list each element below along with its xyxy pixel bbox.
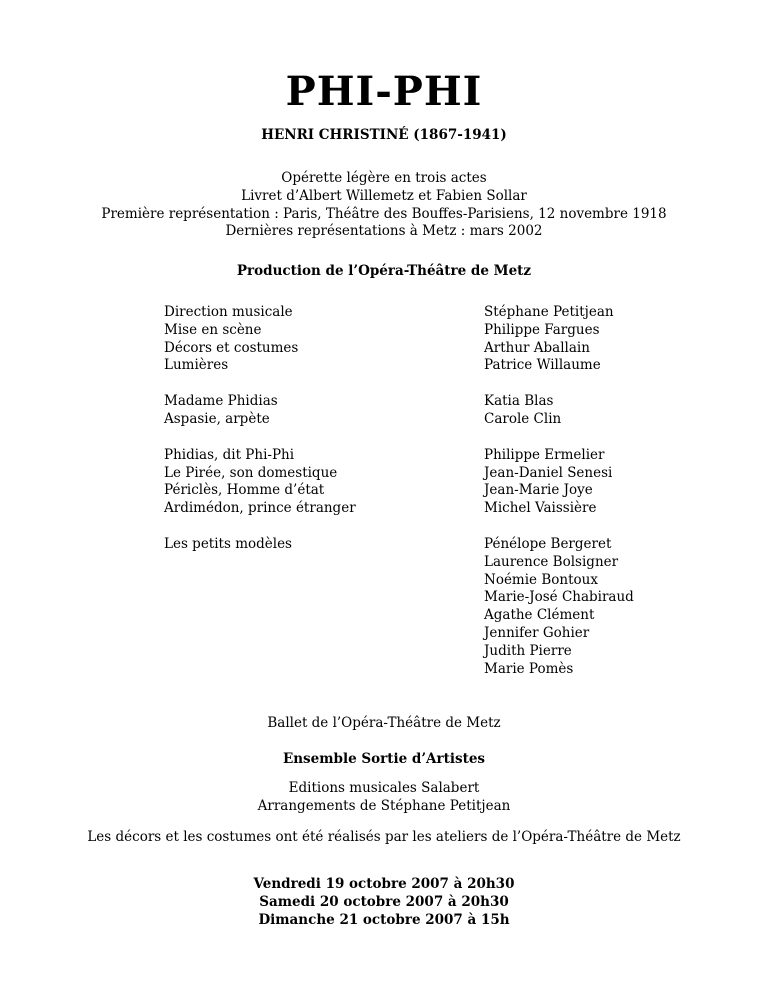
credit-group-women (0, 393, 768, 429)
credit-group-models (0, 536, 768, 678)
role-label: Lumières (164, 357, 229, 374)
person-name: Patrice Willaume (484, 357, 601, 374)
person-name: Jennifer Gohier (484, 624, 590, 641)
role-label: Le Pirée, son domestique (164, 464, 338, 481)
role-label: Madame Phidias (164, 393, 278, 410)
role-label: Mise en scène (164, 321, 262, 338)
info-line: Opérette légère en trois actes (281, 170, 487, 186)
role-label: Périclès, Homme d’état (164, 482, 325, 499)
person-name: Carole Clin (484, 410, 562, 427)
person-name: Jean-Marie Joye (484, 482, 593, 499)
editions-credit (0, 780, 768, 816)
names-column (484, 393, 561, 429)
roles-column (0, 447, 484, 518)
editions-line: Editions musicales Salabert (288, 780, 480, 796)
person-name: Philippe Fargues (484, 321, 600, 338)
person-name: Laurence Bolsigner (484, 553, 619, 570)
person-name: Judith Pierre (484, 642, 572, 659)
roles-column (0, 536, 484, 678)
role-label: Aspasie, arpète (164, 410, 270, 427)
credits-list (0, 304, 768, 696)
credit-group-team (0, 304, 768, 375)
person-name: Arthur Aballain (484, 339, 590, 356)
info-line: Livret d’Albert Willemetz et Fabien Sollar (241, 187, 527, 204)
page-title: PHI-PHI (285, 68, 483, 115)
names-column (484, 304, 614, 375)
work-info (0, 170, 768, 241)
person-name: Philippe Ermelier (484, 446, 605, 463)
roles-column (0, 304, 484, 375)
person-name: Noémie Bontoux (484, 571, 598, 588)
role-label: Les petits modèles (164, 535, 292, 552)
ensemble-credit: Ensemble Sortie d’Artistes (282, 751, 486, 767)
person-name: Agathe Clément (484, 607, 595, 624)
info-line: Dernières représentations à Metz : mars 2002 (225, 223, 543, 240)
person-name: Stéphane Petitjean (484, 304, 614, 320)
person-name: Jean-Daniel Senesi (484, 464, 613, 481)
person-name: Katia Blas (484, 393, 554, 410)
roles-column (0, 393, 484, 429)
role-label: Décors et costumes (164, 339, 299, 356)
names-column (484, 536, 634, 678)
names-column (484, 447, 612, 518)
date-line: Samedi 20 octobre 2007 à 20h30 (259, 893, 509, 910)
role-label: Phidias, dit Phi-Phi (164, 446, 295, 463)
date-line: Vendredi 19 octobre 2007 à 20h30 (253, 876, 515, 892)
role-label: Ardimédon, prince étranger (164, 500, 356, 517)
editions-line: Arrangements de Stéphane Petitjean (257, 797, 511, 814)
person-name: Marie Pomès (484, 660, 574, 677)
role-label: Direction musicale (164, 304, 293, 320)
production-heading: Production de l’Opéra-Théâtre de Metz (236, 263, 532, 279)
performance-dates (0, 876, 768, 929)
person-name: Michel Vaissière (484, 500, 597, 517)
ateliers-note: Les décors et les costumes ont été réalisés par les ateliers de l’Opéra-Théâtre de Metz (87, 829, 681, 845)
credit-group-men (0, 447, 768, 518)
person-name: Marie-José Chabiraud (484, 589, 634, 606)
person-name: Pénélope Bergeret (484, 535, 612, 552)
info-line: Première représentation : Paris, Théâtre des Bouffes-Parisiens, 12 novembre 1918 (101, 205, 667, 222)
ballet-credit: Ballet de l’Opéra-Théâtre de Metz (267, 715, 501, 731)
composer-heading: HENRI CHRISTINÉ (1867-1941) (261, 127, 507, 143)
date-line: Dimanche 21 octobre 2007 à 15h (258, 911, 510, 928)
